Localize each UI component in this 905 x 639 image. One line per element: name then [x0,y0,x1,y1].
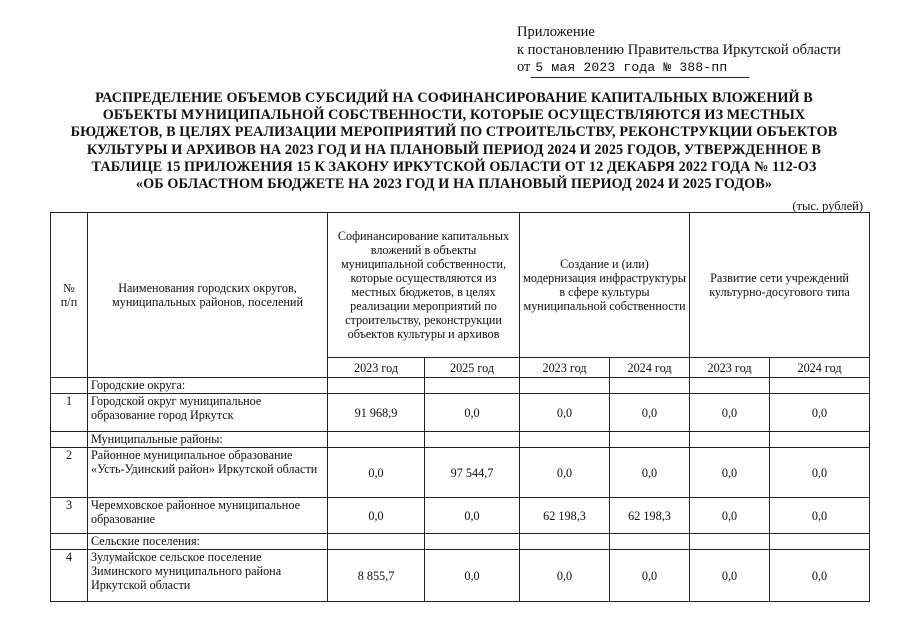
value-cell: 0,0 [770,498,870,534]
value-cell: 0,0 [610,394,690,432]
value-cell: 0,0 [520,550,610,602]
value-cell: 8 855,7 [328,550,425,602]
section-row-districts [51,432,870,448]
row-number: 1 [51,394,88,432]
table-row [51,448,870,498]
header-group-infrastructure: Создание и (или) модернизация инфраструктуры в сфере культуры муниципальной собственности [520,213,690,358]
value-cell: 0,0 [328,498,425,534]
section-label-rural: Сельские поселения: [88,534,328,550]
value-cell: 0,0 [770,550,870,602]
header-group-capital-investment: Софинансирование капитальных вложений в объекты муниципальной собственности, которые осуществляются из местных бюджетов, в целях реализации мероприятий по строительству, реконструкции объектов культуры и архивов [328,213,520,358]
section-label-urban: Городские округа: [88,378,328,394]
value-cell: 0,0 [690,498,770,534]
row-number: 2 [51,448,88,498]
value-cell: 0,0 [425,550,520,602]
value-cell: 0,0 [520,394,610,432]
year-header: 2024 год [770,358,870,378]
row-name: Городской округ муниципальное образование город Иркутск [88,394,328,432]
title-line: ТАБЛИЦЕ 15 ПРИЛОЖЕНИЯ 15 К ЗАКОНУ ИРКУТСКОЙ ОБЛАСТИ ОТ 12 ДЕКАБРЯ 2022 ГОДА № 112-ОЗ [91,158,817,175]
year-header: 2023 год [520,358,610,378]
value-cell: 0,0 [610,448,690,498]
header-row [51,213,870,358]
appendix-label: Приложение [517,24,595,40]
value-cell: 0,0 [610,550,690,602]
value-cell: 0,0 [328,448,425,498]
title-line: БЮДЖЕТОВ, В ЦЕЛЯХ РЕАЛИЗАЦИИ МЕРОПРИЯТИЙ ПО СТРОИТЕЛЬСТВУ, РЕКОНСТРУКЦИИ ОБЪЕКТОВ [70,124,838,141]
header-group-cultural-network: Развитие сети учреждений культурно-досугового типа [690,213,870,358]
decree-line [517,59,841,78]
year-header: 2024 год [610,358,690,378]
value-cell: 97 544,7 [425,448,520,498]
title-line: РАСПРЕДЕЛЕНИЕ ОБЪЕМОВ СУБСИДИЙ НА СОФИНАНСИРОВАНИЕ КАПИТАЛЬНЫХ ВЛОЖЕНИЙ В [95,90,813,106]
table-row [51,498,870,534]
decree-prefix: от [517,59,531,75]
subsidy-table [50,212,870,602]
value-cell: 62 198,3 [520,498,610,534]
row-number: 4 [51,550,88,602]
title-line: ОБЪЕКТЫ МУНИЦИПАЛЬНОЙ СОБСТВЕННОСТИ, КОТОРЫЕ ОСУЩЕСТВЛЯЮТСЯ ИЗ МЕСТНЫХ [102,107,806,124]
table-row [51,394,870,432]
value-cell: 0,0 [425,498,520,534]
year-header: 2023 год [328,358,425,378]
value-cell: 0,0 [425,394,520,432]
appendix-header [517,24,841,78]
section-row-rural [51,534,870,550]
row-name: Районное муниципальное образование «Усть-Удинский район» Иркутской области [88,448,328,498]
section-label-districts: Муниципальные районы: [88,432,328,448]
title-line: «ОБ ОБЛАСТНОМ БЮДЖЕТЕ НА 2023 ГОД И НА ПЛАНОВЫЙ ПЕРИОД 2024 И 2025 ГОДОВ» [135,176,773,193]
value-cell: 0,0 [770,394,870,432]
decree-date-number: 5 мая 2023 года № 388-пп [531,59,749,78]
value-cell: 91 968,9 [328,394,425,432]
title-line: КУЛЬТУРЫ И АРХИВОВ НА 2023 ГОД И НА ПЛАНОВЫЙ ПЕРИОД 2024 И 2025 ГОДОВ, УТВЕРЖДЕННОЕ В [86,141,822,158]
year-header: 2023 год [690,358,770,378]
table-row [51,550,870,602]
value-cell: 0,0 [520,448,610,498]
units-label: (тыс. рублей) [792,199,863,213]
document-title [34,90,874,193]
value-cell: 0,0 [770,448,870,498]
year-header: 2025 год [425,358,520,378]
value-cell: 0,0 [690,448,770,498]
value-cell: 0,0 [690,394,770,432]
row-number: 3 [51,498,88,534]
row-name: Зулумайское сельское поселение Зиминского муниципального района Иркутской области [88,550,328,602]
appendix-reference: к постановлению Правительства Иркутской области [517,41,841,58]
section-row-urban [51,378,870,394]
value-cell: 62 198,3 [610,498,690,534]
header-name: Наименования городских округов, муниципальных районов, поселений [88,213,328,378]
value-cell: 0,0 [690,550,770,602]
header-number: № п/п [51,213,88,378]
row-name: Черемховское районное муниципальное образование [88,498,328,534]
